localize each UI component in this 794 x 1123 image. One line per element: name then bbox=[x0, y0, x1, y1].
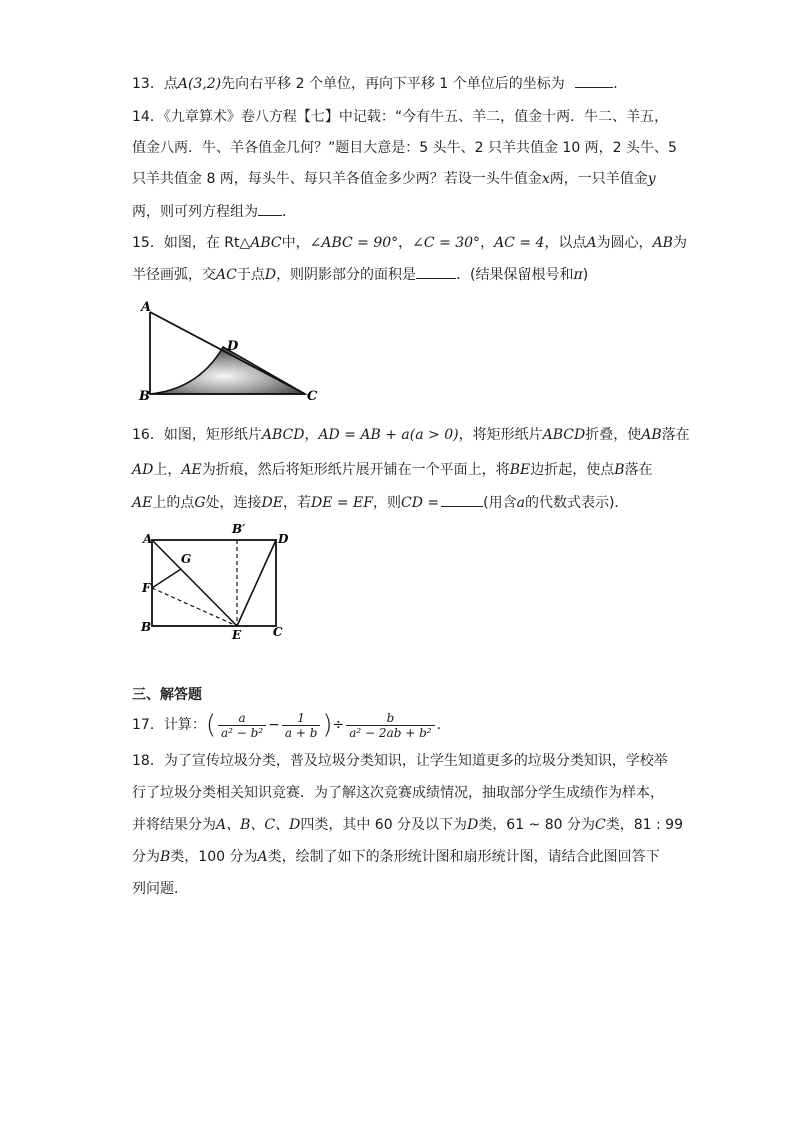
q14-text-1: 14．《九章算术》卷八方程【七】中记载：“今有牛五、羊二，值金十两．牛二、羊五， bbox=[132, 109, 669, 125]
q16-line-ae bbox=[152, 540, 237, 626]
q15-shaded-region bbox=[150, 347, 305, 394]
q16-rect2: ABCD bbox=[542, 427, 586, 443]
q15-cond2: ∠C = 30° bbox=[412, 235, 481, 251]
q15-answer-blank[interactable] bbox=[416, 264, 456, 279]
q18-text-2: 行了垃圾分类相关知识竞赛．为了解这次竞赛成绩情况，抽取部分学生成绩作为样本， bbox=[132, 785, 664, 801]
q18-t3: 四类，其中 60 分及以下为 bbox=[300, 817, 468, 833]
q15-pa: A bbox=[586, 235, 597, 251]
q13-coord: (3,2) bbox=[187, 76, 222, 92]
question-14-line2 bbox=[132, 138, 677, 158]
q15-figure bbox=[135, 298, 325, 408]
q16-t17: 处，连接 bbox=[205, 495, 262, 511]
q15-t1: 15．如图，在 Rt△ bbox=[132, 235, 251, 251]
question-18-line1 bbox=[132, 751, 668, 771]
q16-label-f: F bbox=[142, 581, 151, 595]
question-14-line3 bbox=[132, 169, 656, 189]
q14-answer-blank[interactable] bbox=[258, 201, 282, 216]
q18-t8: 分为 bbox=[132, 849, 160, 865]
q15-pi: π bbox=[573, 267, 583, 283]
q16-t12: B bbox=[614, 462, 625, 478]
q17-minus: − bbox=[268, 717, 280, 733]
q13-point: A bbox=[177, 76, 188, 92]
q16-t10: BE bbox=[509, 462, 531, 478]
q13-text: 先向右平移 2 个单位，再向下平移 1 个单位后的坐标为 bbox=[221, 76, 565, 92]
q18-t11: A bbox=[257, 849, 268, 865]
q18-t2: A、B、C、D bbox=[216, 817, 301, 833]
q13-number: 13． bbox=[132, 76, 164, 92]
q16-label-b: B bbox=[141, 620, 152, 634]
q16-t3: ，将矩形纸片 bbox=[458, 427, 543, 443]
q16-t2: ， bbox=[304, 427, 319, 443]
q18-t1: 并将结果分为 bbox=[132, 817, 216, 833]
q16-cond: AD = AB + a(a > 0) bbox=[318, 427, 459, 443]
q18-t12: 类，绘制了如下的条形统计图和扇形统计图，请结合此图回答下 bbox=[267, 849, 660, 865]
q16-t24: a bbox=[516, 495, 525, 511]
q18-t4: D bbox=[467, 817, 479, 833]
q17-fraction-2 bbox=[282, 711, 321, 740]
q16-t15: 上的点 bbox=[152, 495, 195, 511]
q18-t10: 类，100 分为 bbox=[170, 849, 258, 865]
question-18-line5 bbox=[132, 879, 188, 899]
q17-end: ． bbox=[436, 717, 451, 733]
q16-rect: ABCD bbox=[261, 427, 305, 443]
q14-text-3a: 只羊共值金 8 两，每头牛、每只羊各值金多少两？若设一头牛值金 bbox=[132, 171, 542, 187]
section-heading: 三、解答题 bbox=[132, 687, 202, 703]
q14-text-4a: 两，则可列方程组为 bbox=[132, 204, 258, 220]
q15-t5: 为 bbox=[672, 235, 687, 251]
q15-pd: D bbox=[264, 267, 277, 283]
q16-segab: AB bbox=[641, 427, 662, 443]
q15-segac: AC bbox=[216, 267, 237, 283]
q16-t1: 16．如图，矩形纸片 bbox=[132, 427, 262, 443]
question-14-line1 bbox=[132, 107, 668, 127]
q18-text-1: 18．为了宣传垃圾分类，普及垃圾分类知识，让学生知道更多的垃圾分类知识，学校举 bbox=[132, 753, 668, 769]
q17-f1-num: a bbox=[238, 710, 246, 725]
q16-t21: ，则 bbox=[373, 495, 401, 511]
q15-sep2: ， bbox=[480, 235, 495, 251]
q15-t3: ，以点 bbox=[544, 235, 587, 251]
question-16-line2 bbox=[132, 460, 653, 480]
q16-label-a: A bbox=[143, 532, 153, 546]
q14-var-y: y bbox=[647, 171, 656, 187]
question-16-line1 bbox=[132, 425, 690, 445]
q15-seg: AB bbox=[652, 235, 673, 251]
q18-t9: B bbox=[160, 849, 171, 865]
q13-prefix: 点 bbox=[163, 76, 178, 92]
q17-f3-den: a² − 2ab + b² bbox=[346, 725, 434, 740]
q16-t23: (用含 bbox=[483, 495, 517, 511]
q16-t16: G bbox=[194, 495, 206, 511]
q16-figure bbox=[135, 520, 295, 645]
question-18-line3 bbox=[132, 815, 683, 835]
q17-paren-close: ) bbox=[322, 710, 333, 740]
q16-t11: 边折起，使点 bbox=[530, 462, 615, 478]
q16-label-c: C bbox=[273, 625, 283, 639]
q15-tri: ABC bbox=[250, 235, 282, 251]
q18-t6: C bbox=[595, 817, 606, 833]
q15-t4: 为圆心， bbox=[596, 235, 653, 251]
q16-t25: 的代数式表示)． bbox=[524, 495, 629, 511]
question-16-line3 bbox=[132, 492, 628, 513]
q18-text-5: 列问题． bbox=[132, 881, 188, 897]
q16-t6: AD bbox=[132, 462, 154, 478]
q17-f3-num: b bbox=[386, 710, 395, 725]
q16-t7: 上， bbox=[153, 462, 182, 478]
question-17 bbox=[132, 710, 451, 740]
question-14-line4 bbox=[132, 201, 296, 222]
q16-label-g: G bbox=[181, 552, 192, 566]
q15-t2: 中， bbox=[281, 235, 310, 251]
q16-t14: AE bbox=[132, 495, 153, 511]
q15-cond1: ∠ABC = 90° bbox=[309, 235, 399, 251]
q15-t6: 半径画弧，交 bbox=[132, 267, 216, 283]
q15-label-b: B bbox=[139, 389, 150, 404]
q16-line-fg bbox=[152, 569, 181, 588]
q14-text-3b: 两，一只羊值金 bbox=[549, 171, 648, 187]
q16-t19: ，若 bbox=[282, 495, 311, 511]
question-15-line1 bbox=[132, 233, 687, 253]
q17-fraction-1 bbox=[218, 711, 266, 740]
q17-f2-den: a + b bbox=[282, 725, 321, 740]
q16-label-d: D bbox=[278, 532, 289, 546]
q17-f2-num: 1 bbox=[297, 710, 305, 725]
q16-t4: 折叠，使 bbox=[585, 427, 642, 443]
q16-rectangle bbox=[152, 540, 276, 626]
q17-divide: ÷ bbox=[332, 717, 345, 733]
q15-label-d: D bbox=[227, 339, 239, 354]
q16-t8: AE bbox=[181, 462, 202, 478]
q15-t9: ．(结果保留根号和 bbox=[456, 267, 574, 283]
q14-end: ． bbox=[282, 204, 296, 220]
q16-t22: CD = bbox=[401, 495, 440, 511]
q17-paren-open: ( bbox=[205, 710, 216, 740]
question-13 bbox=[132, 73, 627, 94]
q18-t5: 类，61 ~ 80 分为 bbox=[478, 817, 596, 833]
q14-text-2: 值金八两．牛、羊各值金几何？”题目大意是：5 头牛、2 只羊共值金 10 两，2 头牛、5 bbox=[132, 140, 677, 156]
q17-f1-den: a² − b² bbox=[218, 725, 266, 740]
question-18-line4 bbox=[132, 847, 660, 867]
q18-t7: 类，81 : 99 bbox=[605, 817, 683, 833]
q16-t20: DE = EF bbox=[310, 495, 373, 511]
q16-line-fe bbox=[152, 588, 237, 626]
q13-answer-blank[interactable] bbox=[575, 73, 613, 88]
q15-t10: ) bbox=[582, 267, 589, 283]
q15-cond3: AC = 4 bbox=[494, 235, 545, 251]
q15-t7: 于点 bbox=[236, 267, 265, 283]
q14-var-x: x bbox=[541, 171, 550, 187]
q15-label-c: C bbox=[307, 389, 318, 404]
question-15-line2 bbox=[132, 264, 588, 285]
q16-t18: DE bbox=[261, 495, 283, 511]
q15-t8: ，则阴影部分的面积是 bbox=[276, 267, 417, 283]
q16-answer-blank[interactable] bbox=[441, 492, 483, 507]
q15-sep1: ， bbox=[398, 235, 413, 251]
question-18-line2 bbox=[132, 783, 664, 803]
q16-label-e: E bbox=[232, 628, 242, 642]
q16-label-bprime: B′ bbox=[232, 522, 246, 536]
q13-end: ． bbox=[613, 76, 628, 92]
q16-t9: 为折痕，然后将矩形纸片展开铺在一个平面上，将 bbox=[201, 462, 510, 478]
q17-fraction-3 bbox=[346, 711, 434, 740]
q15-label-a: A bbox=[141, 300, 152, 315]
q17-label: 17．计算： bbox=[132, 717, 206, 733]
q16-line-de bbox=[237, 540, 276, 626]
q16-t5: 落在 bbox=[661, 427, 690, 443]
q16-t13: 落在 bbox=[624, 462, 653, 478]
